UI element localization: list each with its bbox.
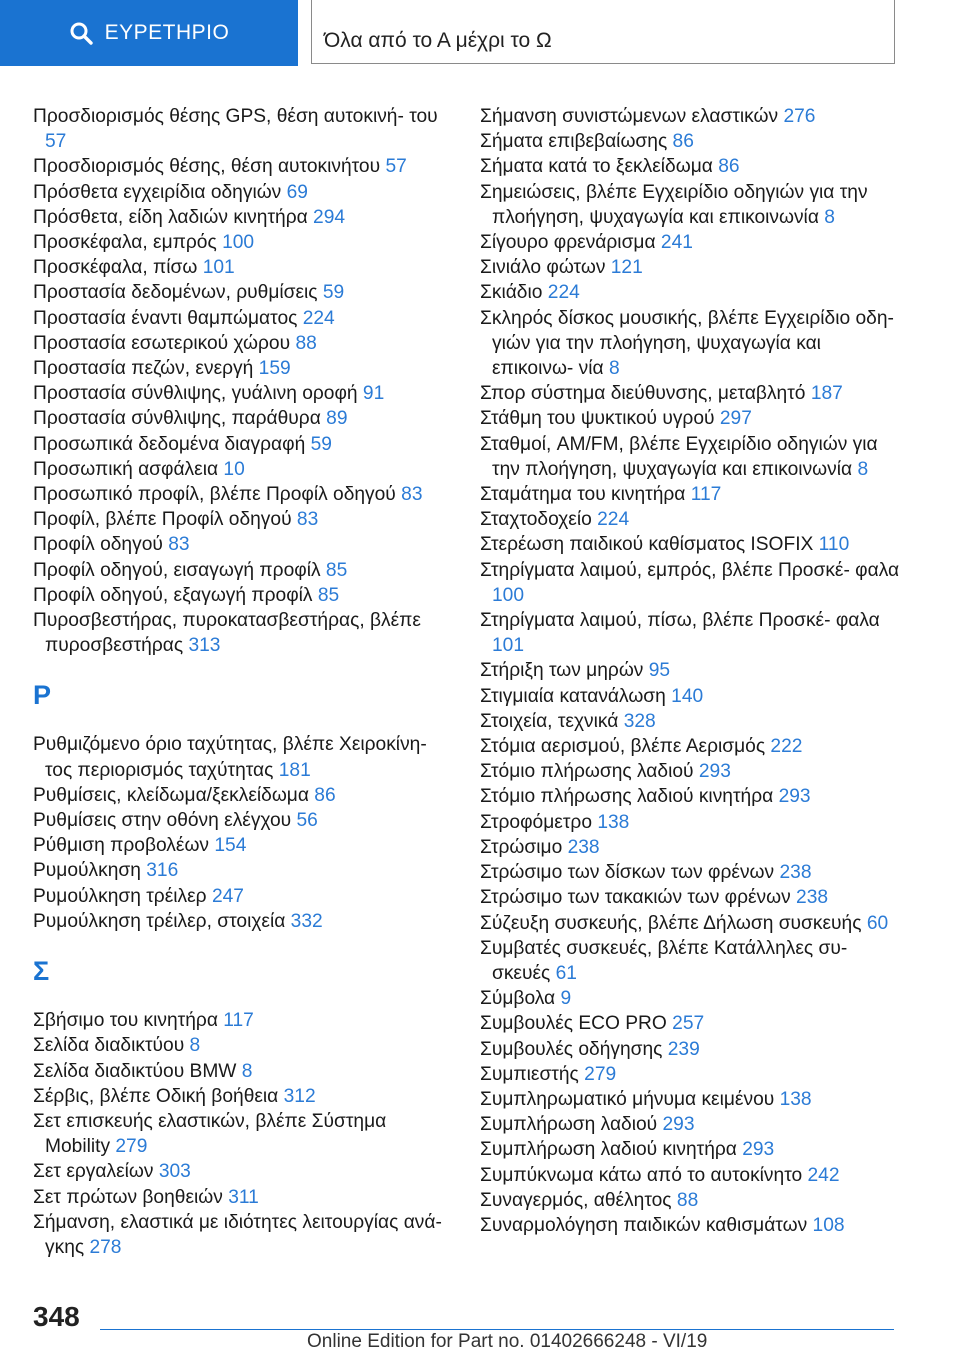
- page-reference-link[interactable]: 224: [547, 282, 580, 304]
- index-entry-text: Πρόσθετα εγχειρίδια οδηγιών: [33, 181, 282, 203]
- index-entry[interactable]: [480, 104, 900, 129]
- index-entry-text: Προστασία εσωτερικού χώρου: [33, 332, 291, 354]
- page-reference-link[interactable]: 239: [667, 1038, 700, 1060]
- page-reference-link[interactable]: 279: [115, 1136, 148, 1158]
- index-entry[interactable]: [33, 356, 453, 381]
- page-reference-link[interactable]: 138: [597, 811, 630, 833]
- page-reference-link[interactable]: 108: [812, 1214, 845, 1236]
- page-reference-link[interactable]: 61: [555, 962, 577, 984]
- index-entry[interactable]: [33, 1109, 453, 1159]
- index-entry[interactable]: [33, 457, 453, 482]
- index-entry-text: Στρώσιμο των τακακιών των φρένων: [480, 887, 791, 909]
- page-reference-link[interactable]: 238: [567, 836, 600, 858]
- index-entry-text: Σινιάλο φώτων: [480, 257, 606, 279]
- index-column-left: [33, 104, 453, 1260]
- index-entry[interactable]: [33, 1210, 453, 1260]
- page-reference-link[interactable]: 8: [824, 206, 835, 228]
- page-reference-link[interactable]: 9: [560, 988, 572, 1010]
- page-reference-link[interactable]: 140: [671, 685, 704, 707]
- index-entry-text: Προφίλ οδηγού, εισαγωγή προφίλ: [33, 559, 321, 581]
- index-entry[interactable]: [480, 936, 900, 986]
- index-entry[interactable]: [480, 784, 900, 809]
- index-entry-text: Στάθμη του ψυκτικού υγρού: [480, 408, 715, 430]
- index-entry-text: Προσωπικά δεδομένα διαγραφή: [33, 433, 306, 455]
- index-entry[interactable]: [480, 381, 900, 406]
- index-entry[interactable]: [480, 1062, 900, 1087]
- index-entry-text: Σήματα επιβεβαίωσης: [480, 131, 668, 153]
- index-entry[interactable]: [480, 532, 900, 557]
- footer-edition-text: Online Edition for Part no. 01402666248 - VI/19: [307, 1331, 708, 1352]
- index-entry-text: Στρώσιμο των δίσκων των φρένων: [480, 862, 775, 884]
- index-entry-text: Στιγμιαία κατανάλωση: [480, 685, 666, 707]
- index-entry-text: Σύζευξη συσκευής, βλέπε Δήλωση συσκευής: [480, 912, 862, 934]
- index-entry-text: Σήματα κατά το ξεκλείδωμα: [480, 156, 713, 178]
- page-reference-link[interactable]: 101: [202, 257, 235, 279]
- page-reference-link[interactable]: 95: [648, 660, 671, 682]
- page-reference-link[interactable]: 91: [362, 383, 385, 405]
- index-entry[interactable]: [480, 255, 900, 280]
- index-entry[interactable]: [480, 1112, 900, 1137]
- index-entry-text: Προστασία σύνθλιψης, παράθυρα: [33, 408, 321, 430]
- index-entry-text: Στερέωση παιδικού καθίσματος ISOFIX: [480, 534, 814, 556]
- index-entry[interactable]: [480, 1011, 900, 1036]
- page-reference-link[interactable]: 83: [168, 534, 190, 556]
- page-reference-link[interactable]: 181: [278, 759, 311, 781]
- header: [0, 0, 960, 66]
- page-reference-link[interactable]: 57: [385, 156, 407, 178]
- page-reference-link[interactable]: 88: [295, 332, 317, 354]
- index-entry-text: Πυροσβεστήρας, πυροκατασβεστήρας, βλέπε πυροσβεστήρας: [33, 610, 421, 657]
- page-reference-link[interactable]: 224: [597, 509, 630, 531]
- page-reference-link[interactable]: 311: [228, 1186, 259, 1208]
- index-entry-text: Συμπληρωματικό μήνυμα κειμένου: [480, 1088, 775, 1110]
- index-entry[interactable]: [33, 331, 453, 356]
- index-entry[interactable]: [480, 1037, 900, 1062]
- index-entry-text: Συμπύκνωμα κάτω από το αυτοκίνητο: [480, 1164, 803, 1186]
- index-entry-text: Πρόσθετα, είδη λαδιών κινητήρα: [33, 206, 308, 228]
- index-entry-text: Σέρβις, βλέπε Οδική βοήθεια: [33, 1085, 279, 1107]
- index-entry-text: Προσδιορισμός θέσης GPS, θέση αυτοκινή‐ του: [33, 106, 438, 127]
- index-entry[interactable]: [33, 732, 453, 782]
- page-reference-link[interactable]: 222: [770, 736, 803, 758]
- index-entry[interactable]: [33, 1159, 453, 1184]
- index-entry-text: Σελίδα διαδικτύου: [33, 1035, 185, 1057]
- index-entry-text: Προστασία δεδομένων, ρυθμίσεις: [33, 282, 318, 304]
- section-letter: Ρ: [33, 680, 52, 711]
- page-reference-link[interactable]: 303: [158, 1161, 191, 1183]
- index-entry[interactable]: [480, 406, 900, 431]
- index-entry[interactable]: [480, 1087, 900, 1112]
- page-reference-link[interactable]: 10: [223, 458, 245, 480]
- index-entry[interactable]: [480, 835, 900, 860]
- page-reference-link[interactable]: 247: [211, 885, 244, 907]
- index-entry-text: Συμβατές συσκευές, βλέπε Κατάλληλες συ‐ σκευές: [480, 937, 848, 984]
- index-entry[interactable]: [480, 885, 900, 910]
- page-reference-link[interactable]: 69: [286, 181, 308, 203]
- index-entry[interactable]: [33, 909, 453, 934]
- index-entry[interactable]: [33, 306, 453, 331]
- page-reference-link[interactable]: 187: [810, 383, 843, 405]
- index-entry[interactable]: [33, 104, 453, 154]
- page-reference-link[interactable]: 59: [322, 282, 345, 304]
- index-entry[interactable]: [33, 255, 453, 280]
- index-entry-text: Σταμάτημα του κινητήρα: [480, 484, 686, 506]
- page-reference-link[interactable]: 100: [492, 584, 525, 606]
- index-entry-text: Προσκέφαλα, πίσω: [33, 257, 198, 279]
- index-entry-text: Στόμιο πλήρωσης λαδιού κινητήρα: [480, 786, 774, 808]
- page-reference-link[interactable]: 110: [818, 534, 850, 556]
- page-reference-link[interactable]: 313: [188, 635, 221, 657]
- index-entry-text: Συμπιεστής: [480, 1063, 579, 1085]
- index-entry[interactable]: [33, 1084, 453, 1109]
- index-entry[interactable]: [33, 381, 453, 406]
- footer-divider: [100, 1329, 894, 1330]
- index-entry[interactable]: [480, 306, 900, 382]
- index-entry[interactable]: [480, 558, 900, 608]
- page-number: 348: [33, 1301, 80, 1332]
- section-letter: Σ: [33, 956, 50, 987]
- index-entry[interactable]: [33, 583, 453, 608]
- page-reference-link[interactable]: 86: [314, 784, 336, 806]
- page-reference-link[interactable]: 159: [258, 358, 291, 380]
- index-entry[interactable]: [480, 507, 900, 532]
- index-label: ΕΥΡΕΤΗΡΙΟ: [104, 21, 230, 44]
- page-reference-link[interactable]: 293: [662, 1114, 695, 1136]
- page-reference-link[interactable]: 257: [672, 1013, 705, 1035]
- page-reference-link[interactable]: 117: [223, 1010, 254, 1032]
- page-reference-link[interactable]: 238: [796, 887, 829, 909]
- page-reference-link[interactable]: 85: [317, 584, 340, 606]
- page-reference-link[interactable]: 8: [608, 358, 620, 380]
- index-entry[interactable]: [480, 129, 900, 154]
- page-reference-link[interactable]: 83: [401, 484, 423, 506]
- index-entry[interactable]: [480, 1188, 900, 1213]
- page-reference-link[interactable]: 241: [660, 232, 693, 254]
- index-entry[interactable]: [480, 1213, 900, 1238]
- page-reference-link[interactable]: 328: [623, 710, 656, 732]
- index-entry-text: Συμπλήρωση λαδιού κινητήρα: [480, 1139, 737, 1161]
- index-entry-text: Ρυθμίσεις στην οθόνη ελέγχου: [33, 810, 292, 832]
- index-entry-text: Στόμια αερισμού, βλέπε Αερισμός: [480, 736, 766, 758]
- index-entry[interactable]: [480, 280, 900, 305]
- page-reference-link[interactable]: 86: [672, 131, 694, 153]
- index-entry[interactable]: [480, 432, 900, 482]
- page-reference-link[interactable]: 88: [676, 1189, 699, 1211]
- section-title-box: [311, 0, 895, 64]
- index-entry[interactable]: [480, 608, 900, 658]
- index-entry[interactable]: [480, 180, 900, 230]
- index-entry[interactable]: [33, 482, 453, 507]
- index-entry-text: Προφίλ οδηγού: [33, 534, 163, 556]
- index-entry[interactable]: [33, 230, 453, 255]
- page-reference-link[interactable]: 85: [325, 559, 348, 581]
- index-entry-text: Ρυθμιζόμενο όριο ταχύτητας, βλέπε Χειροκίνη‐ τος περιορισμός ταχύτητας: [33, 734, 427, 781]
- index-entry[interactable]: [480, 658, 900, 683]
- section-title: Όλα από το Α μέχρι το Ω: [324, 29, 552, 52]
- index-entry-text: Σήμανση, ελαστικά με ιδιότητες λειτουργίας ανά‐ γκης: [33, 1211, 442, 1258]
- index-entry-text: Σετ επισκευής ελαστικών, βλέπε Σύστημα Mobility: [33, 1110, 387, 1158]
- index-column-right: [480, 104, 900, 1238]
- index-entry-text: Σημειώσεις, βλέπε Εγχειρίδιο οδηγιών για την πλοήγηση, ψυχαγωγία και επικοινωνία: [480, 181, 868, 228]
- index-entry-text: Στρώσιμο: [480, 836, 563, 858]
- index-entry-text: Στηρίγματα λαιμού, εμπρός, βλέπε Προσκέ‐ φαλα: [480, 559, 900, 581]
- index-entry-text: Προσδιορισμός θέσης, θέση αυτοκινήτου: [33, 156, 381, 178]
- index-entry[interactable]: [33, 180, 453, 205]
- page-reference-link[interactable]: 279: [584, 1063, 617, 1085]
- index-entry[interactable]: [480, 1137, 900, 1162]
- index-search-button[interactable]: [0, 0, 298, 66]
- index-entry[interactable]: [480, 986, 900, 1011]
- page-reference-link[interactable]: 121: [610, 257, 643, 279]
- index-entry[interactable]: [33, 858, 453, 883]
- index-entry[interactable]: [33, 532, 453, 557]
- index-entry-text: Σκιάδιο: [480, 282, 543, 304]
- index-entry-text: Προφίλ οδηγού, εξαγωγή προφίλ: [33, 584, 313, 606]
- index-entry[interactable]: [33, 1185, 453, 1210]
- page-reference-link[interactable]: 294: [313, 206, 346, 228]
- index-entry-text: Ρυθμίσεις, κλείδωμα/ξεκλείδωμα: [33, 784, 309, 806]
- page-reference-link[interactable]: 316: [146, 860, 179, 882]
- page-reference-link[interactable]: 238: [779, 862, 812, 884]
- index-entry[interactable]: [33, 783, 453, 808]
- index-entry[interactable]: [480, 684, 900, 709]
- page-reference-link[interactable]: 100: [222, 232, 255, 254]
- page-reference-link[interactable]: 8: [857, 458, 869, 480]
- page-reference-link[interactable]: 8: [189, 1035, 201, 1057]
- page-reference-link[interactable]: 312: [283, 1085, 316, 1107]
- page-reference-link[interactable]: 293: [698, 761, 731, 783]
- index-entry-text: Προστασία έναντι θαμπώματος: [33, 307, 298, 329]
- index-entry-text: Συμβουλές ECO PRO: [480, 1013, 667, 1035]
- page-reference-link[interactable]: 293: [778, 786, 811, 808]
- page-reference-link[interactable]: 293: [742, 1139, 775, 1161]
- index-entry[interactable]: [480, 860, 900, 885]
- page-reference-link[interactable]: 86: [718, 156, 740, 178]
- page-reference-link[interactable]: 224: [302, 307, 335, 329]
- index-entry-text: Προσκέφαλα, εμπρός: [33, 232, 217, 254]
- index-entry-text: Σελίδα διαδικτύου BMW: [33, 1060, 237, 1082]
- index-entry[interactable]: [480, 759, 900, 784]
- index-entry-text: Στόμιο πλήρωσης λαδιού: [480, 761, 694, 783]
- index-entry-text: Συναρμολόγηση παιδικών καθισμάτων: [480, 1214, 808, 1236]
- index-entry[interactable]: [480, 482, 900, 507]
- index-entry-text: Προσωπικό προφίλ, βλέπε Προφίλ οδηγού: [33, 484, 396, 506]
- index-entry[interactable]: [33, 1059, 453, 1084]
- page-reference-link[interactable]: 332: [290, 910, 323, 932]
- index-entry[interactable]: [33, 833, 453, 858]
- page-reference-link[interactable]: 83: [296, 509, 319, 531]
- index-entry[interactable]: [480, 734, 900, 759]
- index-entry-text: Προσωπική ασφάλεια: [33, 458, 219, 480]
- index-entry[interactable]: [480, 810, 900, 835]
- page-reference-link[interactable]: 57: [45, 131, 67, 153]
- index-entry[interactable]: [33, 808, 453, 833]
- index-entry[interactable]: [480, 709, 900, 734]
- index-entry-text: Σταθμοί, AM/FM, βλέπε Εγχειρίδιο οδηγιών για την πλοήγηση, ψυχαγωγία και επικοινωνία: [480, 433, 878, 480]
- page-reference-link[interactable]: 242: [807, 1164, 840, 1186]
- page-reference-link[interactable]: 101: [492, 635, 525, 657]
- index-entry-text: Σίγουρο φρενάρισμα: [480, 232, 656, 254]
- index-entry-text: Σπορ σύστημα διεύθυνσης, μεταβλητό: [480, 383, 806, 405]
- index-entry-text: Σβήσιμο του κινητήρα: [33, 1010, 218, 1032]
- index-entry-text: Στοιχεία, τεχνικά: [480, 710, 619, 732]
- index-entry-text: Σκληρός δίσκος μουσικής, βλέπε Εγχειρίδιο οδη‐ γιών για την πλοήγηση, ψυχαγωγία και επικοινω‐ νία: [480, 307, 894, 380]
- index-entry-text: Σύμβολα: [480, 988, 556, 1010]
- index-entry-text: Στήριξη των μηρών: [480, 660, 644, 682]
- page-reference-link[interactable]: 89: [326, 408, 348, 430]
- index-entry-text: Ρυμούλκηση τρέιλερ: [33, 885, 207, 907]
- index-entry-text: Σετ πρώτων βοηθειών: [33, 1186, 223, 1208]
- page-reference-link[interactable]: 60: [866, 912, 889, 934]
- index-entry[interactable]: [480, 911, 900, 936]
- page-reference-link[interactable]: 117: [690, 484, 722, 506]
- index-entry[interactable]: [33, 1008, 453, 1033]
- page-reference-link[interactable]: 138: [779, 1088, 812, 1110]
- index-entry[interactable]: [33, 205, 453, 230]
- index-entry-text: Ρύθμιση προβολέων: [33, 835, 210, 857]
- index-entry[interactable]: [33, 280, 453, 305]
- page-reference-link[interactable]: 8: [241, 1060, 253, 1082]
- index-entry-text: Προστασία πεζών, ενεργή: [33, 358, 254, 380]
- index-entry-text: Ρυμούλκηση: [33, 860, 141, 882]
- index-entry-text: Στηρίγματα λαιμού, πίσω, βλέπε Προσκέ‐ φαλα: [480, 610, 880, 632]
- index-entry[interactable]: [33, 884, 453, 909]
- page-reference-link[interactable]: 56: [296, 810, 318, 832]
- index-entry[interactable]: [480, 1163, 900, 1188]
- index-entry-text: Ρυμούλκηση τρέιλερ, στοιχεία: [33, 910, 286, 932]
- index-entry-text: Συναγερμός, αθέλητος: [480, 1189, 672, 1211]
- index-entry[interactable]: [480, 230, 900, 255]
- search-icon: [69, 21, 93, 45]
- index-entry-text: Στροφόμετρο: [480, 811, 592, 833]
- page-reference-link[interactable]: 278: [89, 1236, 122, 1258]
- index-entry-text: Προστασία σύνθλιψης, γυάλινη οροφή: [33, 383, 358, 405]
- index-entry[interactable]: [33, 1033, 453, 1058]
- index-entry[interactable]: [480, 154, 900, 179]
- index-entry-text: Σετ εργαλείων: [33, 1161, 154, 1183]
- index-entry[interactable]: [33, 406, 453, 431]
- index-entry-text: Προφίλ, βλέπε Προφίλ οδηγού: [33, 509, 292, 531]
- page-reference-link[interactable]: 59: [310, 433, 332, 455]
- page-reference-link[interactable]: 154: [214, 835, 247, 857]
- page-reference-link[interactable]: 297: [719, 408, 752, 430]
- index-entry[interactable]: [33, 558, 453, 583]
- index-entry[interactable]: [33, 608, 453, 658]
- index-entry-text: Συμπλήρωση λαδιού: [480, 1114, 658, 1136]
- index-entry[interactable]: [33, 432, 453, 457]
- index-entry-text: Σταχτοδοχείο: [480, 509, 592, 531]
- index-entry-text: Σήμανση συνιστώμενων ελαστικών: [480, 106, 779, 127]
- index-entry[interactable]: [33, 507, 453, 532]
- page-reference-link[interactable]: 276: [783, 106, 816, 127]
- index-entry[interactable]: [33, 154, 453, 179]
- index-entry-text: Συμβουλές οδήγησης: [480, 1038, 663, 1060]
